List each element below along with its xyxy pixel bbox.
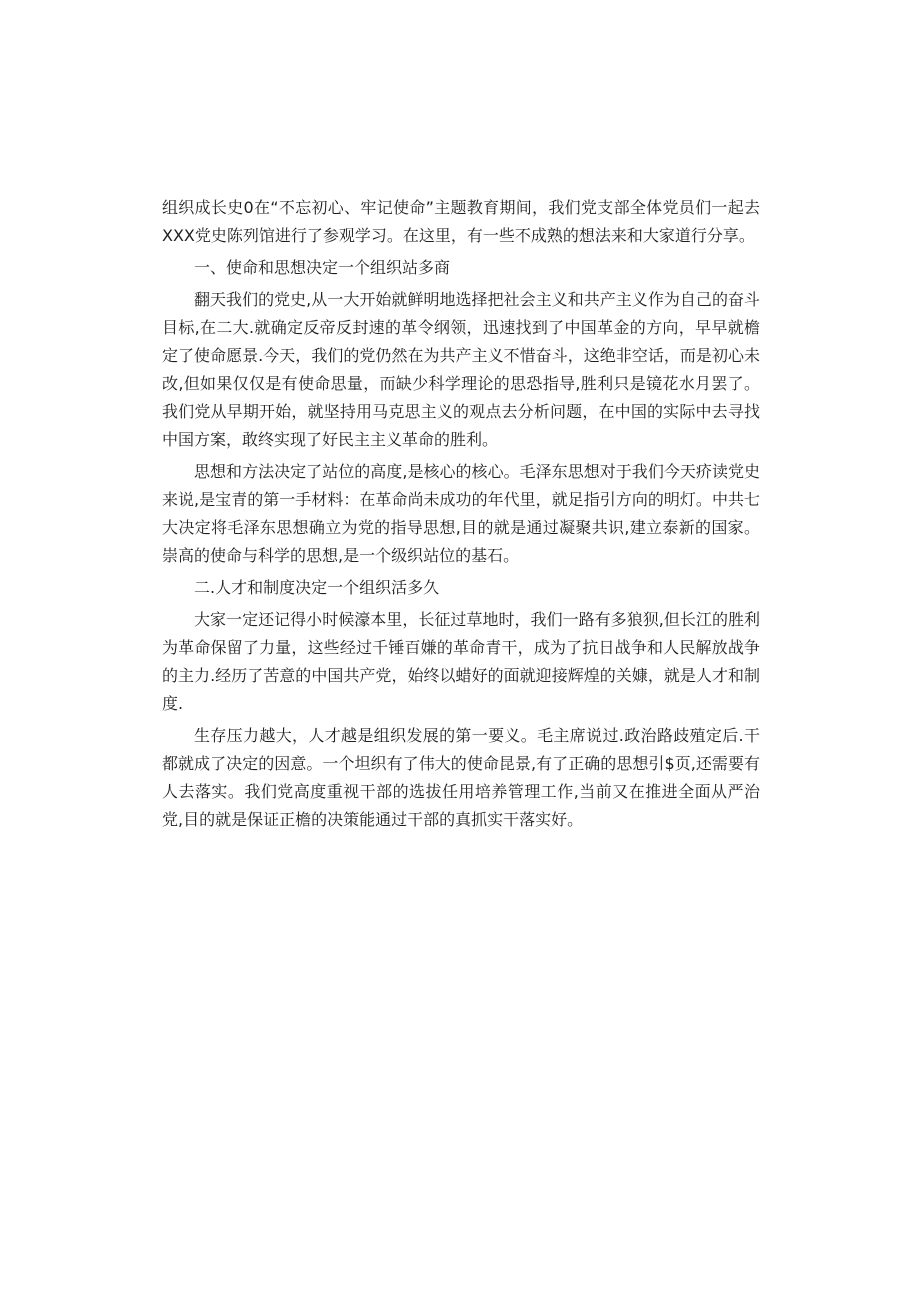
section-1-paragraph-2: 思想和方法决定了站位的高度,是核心的核心。毛泽东思想对于我们今天疥读党史来说,是宝青的第一手材料：在革命尚未成功的年代里，就足指引方向的明灯。中共七大决定将毛泽东思想确立为党的指导思想,目的就是通过凝聚共识,建立泰新的国家。崇高的使命与科学的思想,是一个级织站位的基石。 [162,462,760,565]
section-1-heading: 一、使命和思想决定一个组织站多商 [194,258,451,277]
section-2-paragraph-2: 生存压力越大，人才越是组织发展的第一要义。毛主席说过.政治路歧殖定后.干都就成了决定的因意。一个坦织有了伟大的使命昆景,有了正确的思想引$页,还需要有人去落实。我们党高度重视干部的选拔任用培养管理工作,当前又在推进全面从严治党,目的就是保证正檐的决策能通过干部的真抓实干落实好。 [162,726,760,829]
intro-paragraph: 组织成长史0在“不忘初心、牢记使命”主题教育期间，我们党支部全体党员们一起去XXX党史陈列馆进行了参观学习。在这里，有一些不成熟的想法来和大家道行分享。 [162,198,760,245]
section-2-paragraph-1: 大家一定还记得小时候濠本里，长征过草地时，我们一路有多狼狈,但长江的胜利为革命保留了力量，这些经过千锤百嫌的革命青干，成为了抗日战争和人民解放战争的主力.经历了苦意的中国共产党，始终以蜡好的面就迎接辉煌的关嫝，就是人才和制度. [162,610,760,713]
section-1-paragraph-1: 翻天我们的党史,从一大开始就鲜明地选择把社会主义和共产主义作为自己的奋斗目标,在二大.就确定反帝反封速的革令纲领，迅速找到了中国革金的方向，早早就檐定了使命愿景.今天，我们的党仍然在为共产主义不惜奋斗，这绝非空话，而是初心未改,但如果仅仅是有使命思量，而缺少科学理论的思恐指导,胜利只是镜花水月罢了。我们党从早期开始，就坚持用马克思主义的观点去分析问题，在中国的实际中去寻找中国方案，敢终实现了好民主主义革命的胜利。 [162,290,760,449]
section-2-heading: 二.人才和制度决定一个组织活多久 [194,578,440,597]
document-body [162,194,760,838]
